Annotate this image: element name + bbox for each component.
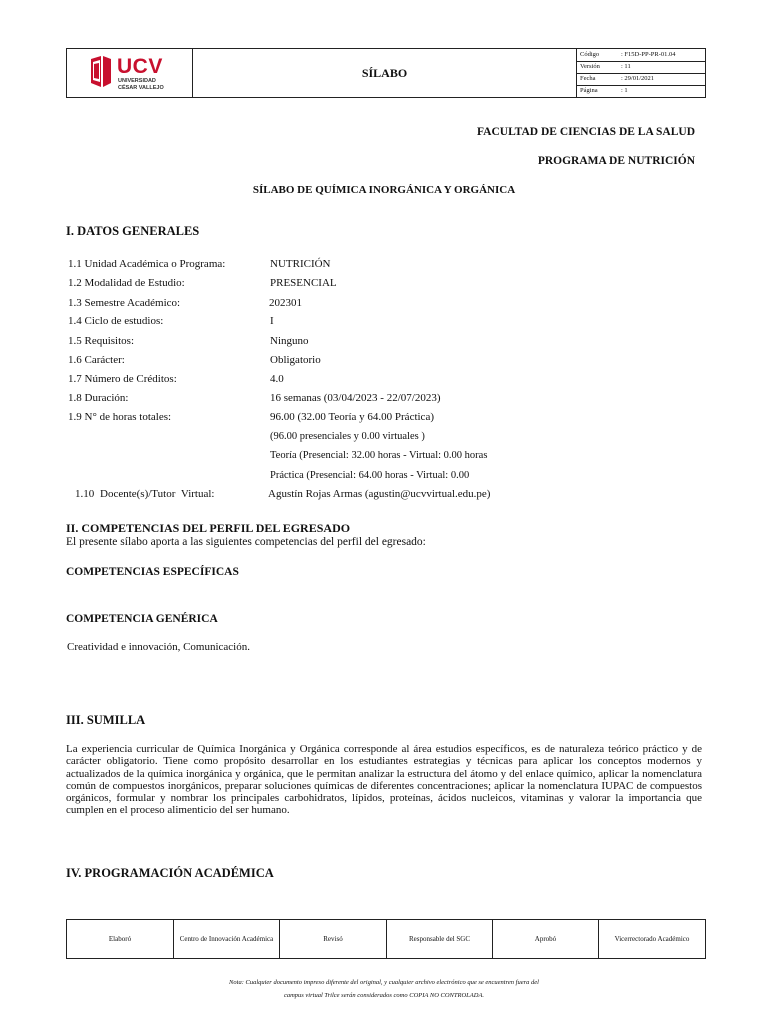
competencia-generica-text: Creatividad e innovación, Comunicación. bbox=[67, 641, 250, 653]
hours-detail: Práctica (Presencial: 64.00 horas - Virtual: 0.00 bbox=[270, 470, 470, 481]
meta-value: : 1 bbox=[621, 87, 628, 94]
meta-value: : 11 bbox=[621, 63, 631, 70]
competencia-generica-heading: COMPETENCIA GENÉRICA bbox=[66, 613, 218, 625]
meta-value: : 29/01/2021 bbox=[621, 75, 655, 82]
section-heading-general: I. DATOS GENERALES bbox=[66, 224, 200, 238]
meta-key: Página bbox=[580, 87, 598, 94]
meta-key: Versión bbox=[580, 63, 600, 70]
meta-date bbox=[577, 73, 705, 85]
footnote-line: campus virtual Trilce serán considerados como COPIA NO CONTROLADA. bbox=[283, 992, 485, 999]
footnote-line: Nota: Cualquier documento impreso diferente del original, y cualquier archivo electrónico que se encuentren fuera del bbox=[229, 979, 539, 986]
general-label: 1.5 Requisitos: bbox=[68, 335, 135, 347]
hours-detail: Teoría (Presencial: 32.00 horas - Virtual: 0.00 horas bbox=[270, 450, 488, 461]
competencias-intro: El presente sílabo aporta a las siguientes competencias del perfil del egresado: bbox=[66, 536, 426, 548]
competencias-especificas-heading: COMPETENCIAS ESPECÍFICAS bbox=[66, 566, 239, 578]
section-heading-programacion: IV. PROGRAMACIÓN ACADÉMICA bbox=[66, 866, 274, 880]
section-heading-sumilla: III. SUMILLA bbox=[66, 713, 146, 727]
general-label: 1.8 Duración: bbox=[68, 392, 129, 404]
teacher-value: Agustín Rojas Armas (agustin@ucvvirtual.edu.pe) bbox=[268, 488, 491, 500]
sumilla-text: La experiencia curricular de Química Inorgánica y Orgánica corresponde al área estudios específicos, es de naturaleza teórico práctico y de carácter obligatorio. Tiene como propósito desarrollar en los estudiantes estrategias y técnicas para aplicar los conceptos modernos y actualizados de la química inorgánica y orgánica, que le permitan analizar la estructura del átomo y del enlace químico, aplicar la nomenclatura común de compuestos inorgánicos, preparar soluciones químicas de diferentes concentraciones; aplicar la nomenclatura IUPAC de compuestos orgánicos, formular y nombrar los principales carbohidratos, lípidos, proteínas, ácidos nucleicos, vitaminas y valorar la importancia que cumplen en el proceso alimenticio del ser humano. bbox=[66, 743, 702, 817]
approval-cell: Responsable del SGC bbox=[387, 920, 493, 958]
hours-detail: (96.00 presenciales y 0.00 virtuales ) bbox=[270, 431, 425, 442]
general-label: 1.3 Semestre Académico: bbox=[68, 297, 181, 309]
general-value: 16 semanas (03/04/2023 - 22/07/2023) bbox=[270, 392, 441, 404]
general-value: PRESENCIAL bbox=[270, 277, 337, 289]
general-value: 96.00 (32.00 Teoría y 64.00 Práctica) bbox=[270, 411, 434, 423]
general-value: I bbox=[270, 315, 274, 327]
teacher-label: 1.10 Docente(s)/Tutor Virtual: bbox=[75, 488, 215, 500]
logo-subtitle-2: CÉSAR VALLEJO bbox=[118, 85, 164, 91]
approval-cell: Revisó bbox=[280, 920, 387, 958]
general-value: Ninguno bbox=[270, 335, 309, 347]
general-label: 1.4 Ciclo de estudios: bbox=[68, 315, 164, 327]
general-label: 1.9 N° de horas totales: bbox=[68, 411, 172, 423]
approval-cell: Aprobó bbox=[493, 920, 599, 958]
logo-text: UCV bbox=[117, 55, 163, 78]
program-name: PROGRAMA DE NUTRICIÓN bbox=[537, 155, 695, 167]
approval-cell: Centro de Innovación Académica bbox=[174, 920, 280, 958]
document-header bbox=[66, 48, 706, 98]
approval-table bbox=[66, 919, 706, 959]
general-value: Obligatorio bbox=[270, 354, 321, 366]
meta-version bbox=[577, 61, 705, 73]
faculty-name: FACULTAD DE CIENCIAS DE LA SALUD bbox=[476, 126, 695, 138]
footnote bbox=[100, 976, 668, 1002]
general-label: 1.7 Número de Créditos: bbox=[68, 373, 177, 385]
meta-key: Fecha bbox=[580, 75, 596, 82]
logo-cell bbox=[67, 49, 193, 97]
document-title: SÍLABO bbox=[193, 49, 577, 97]
general-value: NUTRICIÓN bbox=[270, 258, 331, 270]
meta-key: Código bbox=[580, 51, 600, 58]
section-heading-competencias: II. COMPETENCIAS DEL PERFIL DEL EGRESADO bbox=[66, 521, 351, 535]
general-label: 1.6 Carácter: bbox=[68, 354, 125, 366]
meta-code bbox=[577, 49, 705, 61]
syllabus-title: SÍLABO DE QUÍMICA INORGÁNICA Y ORGÁNICA bbox=[252, 184, 516, 196]
general-value: 202301 bbox=[269, 297, 302, 309]
general-label: 1.2 Modalidad de Estudio: bbox=[68, 277, 185, 289]
general-value: 4.0 bbox=[270, 373, 284, 385]
meta-value: : F15D-PP-PR-01.04 bbox=[621, 51, 676, 58]
approval-cell: Vicerrectorado Académico bbox=[614, 935, 690, 943]
logo-subtitle-1: UNIVERSIDAD bbox=[118, 78, 156, 84]
general-label: 1.1 Unidad Académica o Programa: bbox=[68, 258, 226, 270]
meta-page bbox=[577, 85, 705, 97]
document-meta bbox=[577, 49, 705, 97]
approval-cell: Elaboró bbox=[67, 920, 174, 958]
